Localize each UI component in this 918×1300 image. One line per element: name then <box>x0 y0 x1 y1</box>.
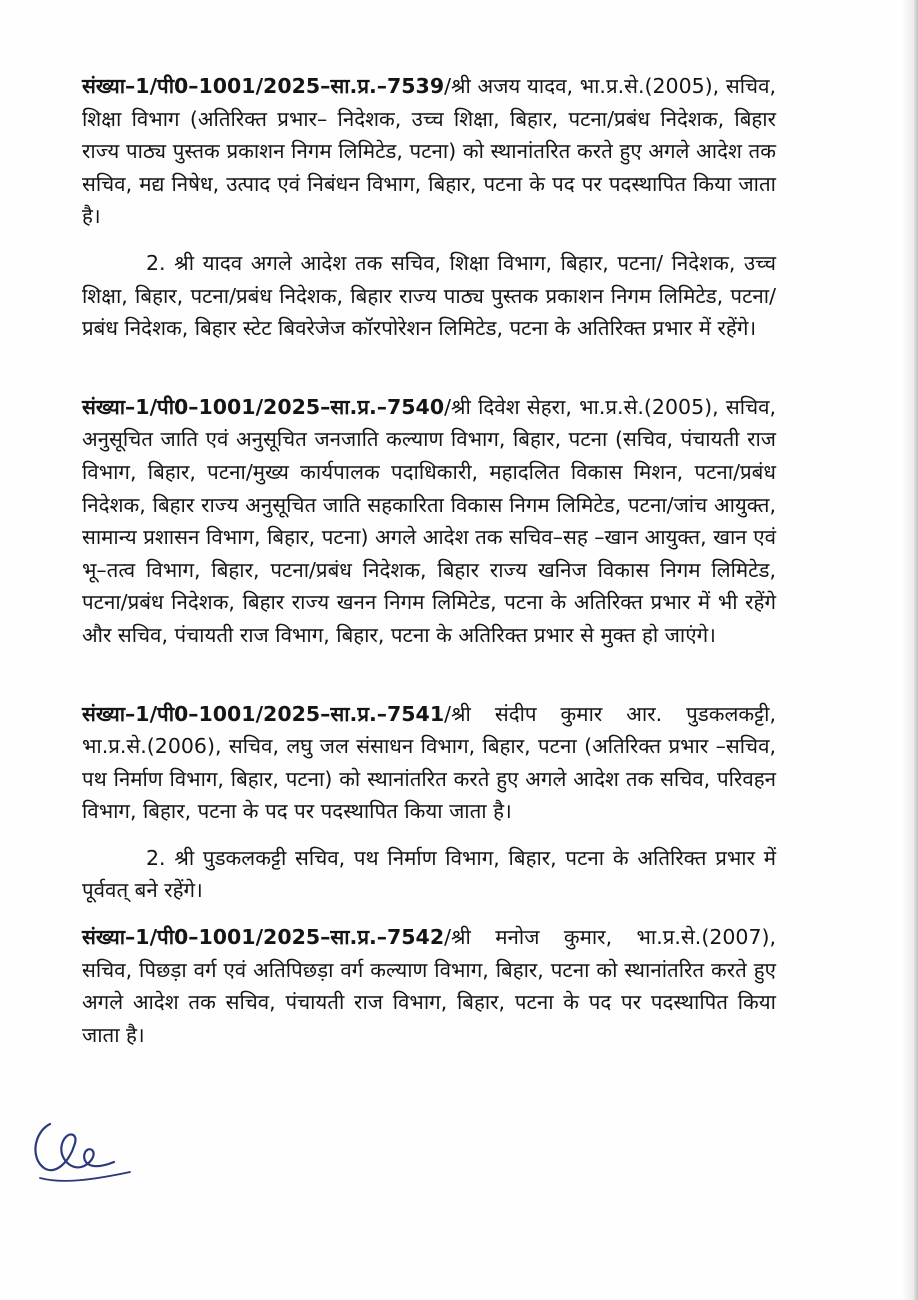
order-number-1: संख्या–1/पी0–1001/2025–सा.प्र.–7539 <box>82 74 445 98</box>
order-entry-3 <box>82 698 776 828</box>
order-text-2: /श्री दिवेश सेहरा, भा.प्र.से.(2005), सचिव, अनुसूचित जाति एवं अनुसूचित जनजाति कल्याण विभाग, बिहार, पटना (सचिव, पंचायती राज विभाग, बिहार, पटना/मुख्य कार्यपालक पदाधिकारी, महादलित विकास मिशन, पटना/प्रबंध निदेशक, बिहार राज्य अनुसूचित जाति सहकारिता विकास निगम लिमिटेड, पटना/जांच आयुक्त, सामान्य प्रशासन विभाग, बिहार, पटना) अगले आदेश तक सचिव–सह –खान आयुक्त, खान एवं भू–तत्व विभाग, बिहार, पटना/प्रबंध निदेशक, बिहार राज्य खनिज विकास निगम लिमिटेड, पटना/प्रबंध निदेशक, बिहार राज्य खनन निगम लिमिटेड, पटना के अतिरिक्त प्रभार में भी रहेंगे और सचिव, पंचायती राज विभाग, बिहार, पटना के अतिरिक्त प्रभार से मुक्त हो जाएंगे। <box>82 394 776 647</box>
order-entry-2 <box>82 391 776 652</box>
order-subclause-1: 2. श्री यादव अगले आदेश तक सचिव, शिक्षा विभाग, बिहार, पटना/ निदेशक, उच्च शिक्षा, बिहार, पटना/प्रबंध निदेशक, बिहार राज्य पाठ्य पुस्तक प्रकाशन निगम लिमिटेड, पटना/प्रबंध निदेशक, बिहार स्टेट बिवरेजेज कॉरपोरेशन लिमिटेड, पटना के अतिरिक्त प्रभार में रहेंगे। <box>82 250 776 341</box>
order-number-4: संख्या–1/पी0–1001/2025–सा.प्र.–7542 <box>82 925 445 950</box>
page-edge-shadow <box>902 0 918 1300</box>
order-subclause-3: 2. श्री पुडकलकट्टी सचिव, पथ निर्माण विभाग, बिहार, पटना के अतिरिक्त प्रभार में पूर्ववत् बने रहेंगे। <box>82 845 776 903</box>
order-number-3: संख्या–1/पी0–1001/2025–सा.प्र.–7541 <box>82 701 445 726</box>
order-number-2: संख्या–1/पी0–1001/2025–सा.प्र.–7540 <box>82 394 445 419</box>
order-entry-4 <box>82 921 776 1051</box>
initials-signature-mark <box>22 1110 142 1200</box>
order-text-1: /श्री अजय यादव, भा.प्र.से.(2005), सचिव, शिक्षा विभाग (अतिरिक्त प्रभार– निदेशक, उच्च शिक्षा, बिहार, पटना/प्रबंध निदेशक, बिहार राज्य पाठ्य पुस्तक प्रकाशन निगम लिमिटेड, पटना) को स्थानांतरित करते हुए अगले आदेश तक सचिव, मद्य निषेध, उत्पाद एवं निबंधन विभाग, बिहार, पटना के पद पर पदस्थापित किया जाता है। <box>82 74 776 229</box>
order-text-3: /श्री संदीप कुमार आर. पुडकलकट्टी, भा.प्र.से.(2006), सचिव, लघु जल संसाधन विभाग, बिहार, पटना (अतिरिक्त प्रभार –सचिव, पथ निर्माण विभाग, बिहार, पटना) को स्थानांतरित करते हुए अगले आदेश तक सचिव, परिवहन विभाग, बिहार, पटना के पद पर पदस्थापित किया जाता है। <box>82 701 776 824</box>
order-entry-1 <box>82 70 776 233</box>
document-body <box>82 70 776 1051</box>
order-text-4: /श्री मनोज कुमार, भा.प्र.से.(2007), सचिव, पिछड़ा वर्ग एवं अतिपिछड़ा वर्ग कल्याण विभाग, बिहार, पटना को स्थानांतरित करते हुए अगले आदेश तक सचिव, पंचायती राज विभाग, बिहार, पटना के पद पर पदस्थापित किया जाता है। <box>82 925 776 1047</box>
